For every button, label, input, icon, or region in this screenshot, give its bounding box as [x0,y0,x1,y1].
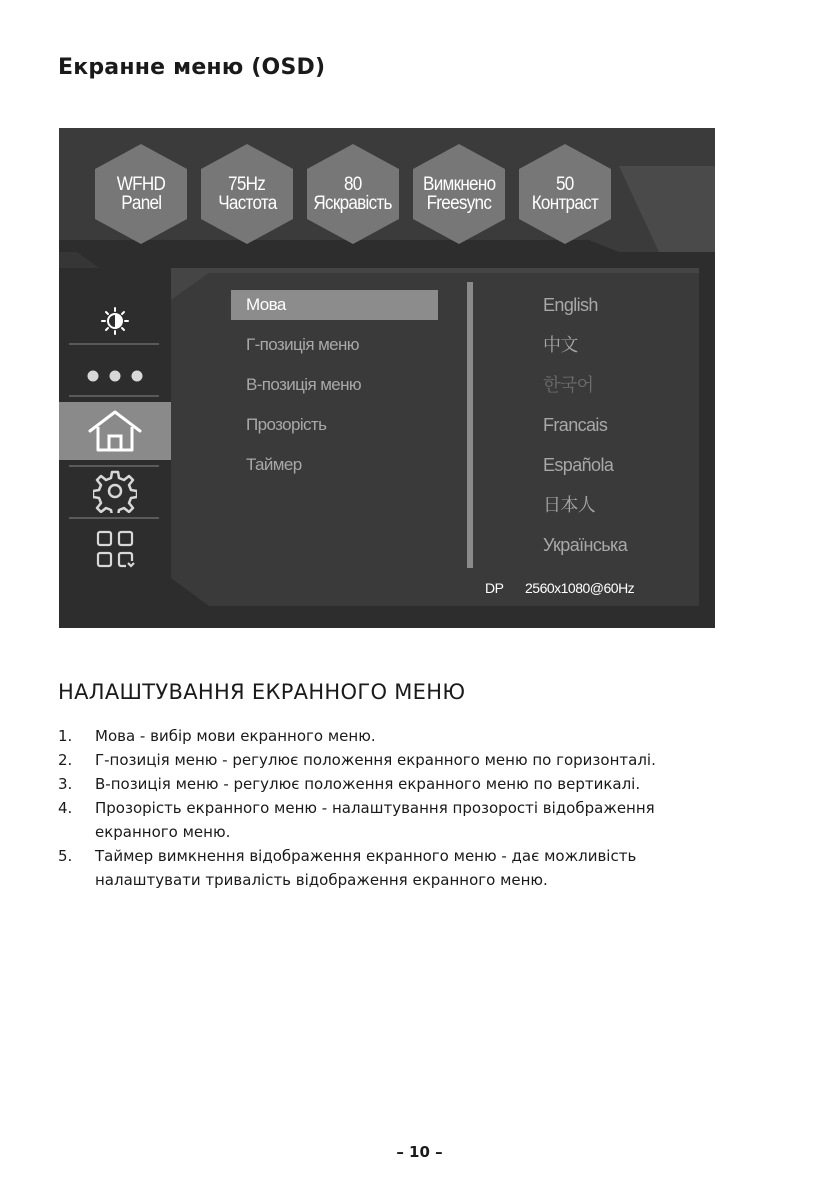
info-tile-frequency [201,144,293,244]
info-tile-contrast [519,144,611,244]
list-text: Мова - вибір мови екранного меню. [95,727,376,745]
apps-grid-icon[interactable] [59,522,171,576]
section-heading: НАЛАШТУВАННЯ ЕКРАННОГО МЕНЮ [58,680,466,704]
instructions-list [58,724,738,892]
list-number: 3. [58,775,73,793]
home-icon[interactable] [59,402,171,460]
list-text: Таймер вимкнення відображення екранного меню - дає можливість налаштувати тривалість відображення екранного меню. [95,847,637,889]
more-dots-icon[interactable] [59,349,171,403]
language-option[interactable]: 한국어 [543,375,594,395]
info-tile-label: Яскравість [313,193,393,214]
info-tile-label: Freesync [426,193,492,214]
menu-item-v-position[interactable]: В-позиція меню [246,375,362,394]
language-option[interactable]: Українська [543,535,628,555]
brightness-contrast-icon[interactable] [59,294,171,348]
language-option[interactable]: 日本人 [543,495,596,515]
menu-item-h-position[interactable]: Г-позиція меню [246,335,359,354]
language-option[interactable]: Francais [543,415,608,435]
list-item [58,724,738,748]
list-item [58,844,738,892]
list-text: Прозорість екранного меню - налаштування прозорості відображення екранного меню. [95,799,655,841]
signal-resolution: 2560x1080@60Hz [525,580,635,596]
language-option[interactable]: English [543,295,598,315]
info-tile-value: 75Hz [228,174,266,195]
list-text: Г-позиція меню - регулює положення екранного меню по горизонталі. [95,751,656,769]
info-tile-value: 80 [344,174,362,195]
list-number: 2. [58,751,73,769]
info-tile-value: Вимкнено [422,174,496,195]
language-option[interactable]: 中文 [543,335,578,355]
list-number: 5. [58,847,73,865]
info-tile-label: Контраст [531,193,599,214]
menu-item-timer[interactable]: Таймер [246,455,302,474]
info-tile-label: Частота [217,193,277,214]
list-item [58,796,738,844]
list-item [58,772,738,796]
input-source: DP [485,580,504,596]
info-tile-panel [95,144,187,244]
menu-item-language[interactable]: Мова [231,290,438,320]
info-tile-brightness [307,144,399,244]
list-text: В-позиція меню - регулює положення екранного меню по вертикалі. [95,775,641,793]
language-option[interactable]: Española [543,455,614,475]
menu-divider [467,282,473,568]
info-tile-value: WFHD [116,174,166,195]
list-item [58,748,738,772]
info-tile-freesync [413,144,505,244]
info-tile-value: 50 [556,174,574,195]
osd-screenshot [59,128,715,628]
list-number: 1. [58,727,73,745]
list-number: 4. [58,799,73,817]
menu-item-transparency[interactable]: Прозорість [246,415,327,434]
page-title: Екранне меню (OSD) [58,55,326,80]
page-number: – 10 – [396,1143,443,1161]
info-tile-label: Panel [120,193,162,214]
settings-gear-icon[interactable] [59,464,171,518]
